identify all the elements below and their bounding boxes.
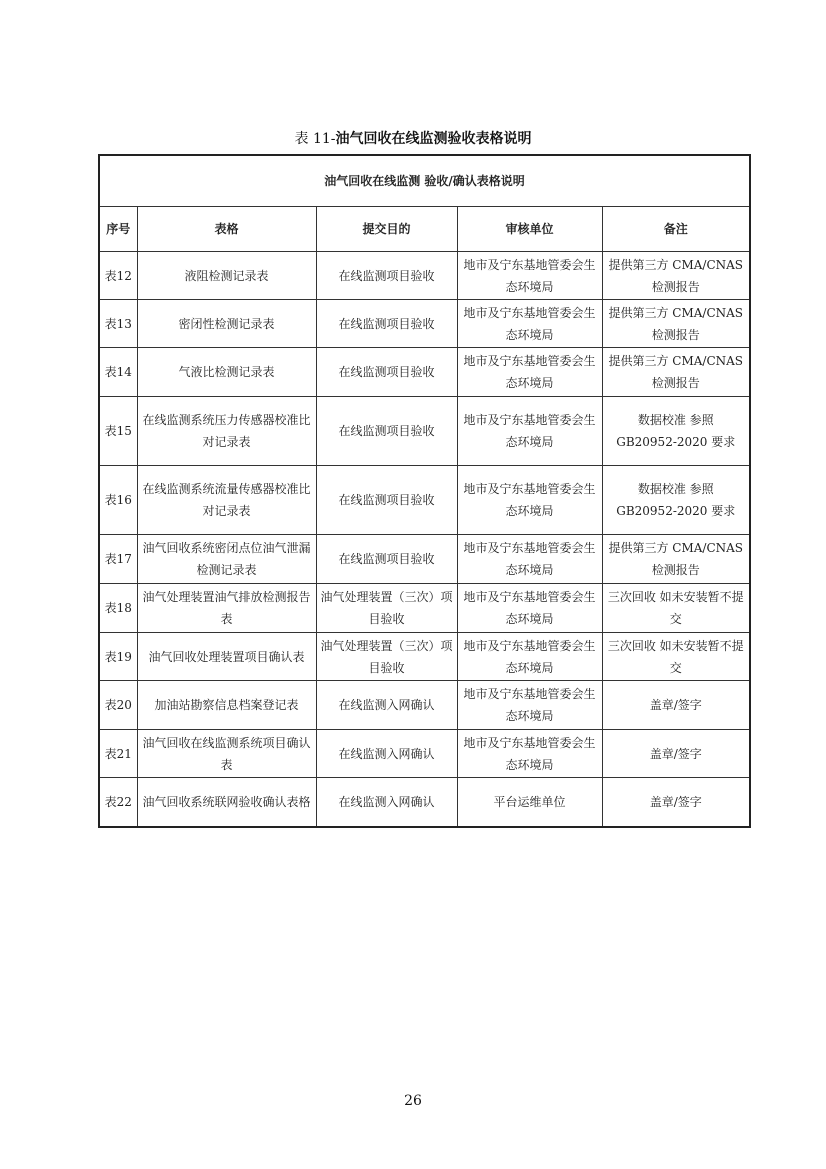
cell-form: 油气回收处理装置项目确认表 — [137, 633, 316, 681]
cell-form: 液阻检测记录表 — [137, 252, 316, 300]
cell-purpose: 在线监测项目验收 — [316, 348, 457, 397]
cell-purpose: 在线监测项目验收 — [316, 252, 457, 300]
table-header-row — [99, 207, 750, 252]
cell-form: 油气回收系统密闭点位油气泄漏检测记录表 — [137, 535, 316, 584]
cell-reviewer: 地市及宁东基地管委会生态环境局 — [457, 397, 602, 466]
cell-purpose: 在线监测项目验收 — [316, 535, 457, 584]
cell-remarks: 提供第三方 CMA/CNAS 检测报告 — [602, 252, 750, 300]
cell-form: 加油站勘察信息档案登记表 — [137, 681, 316, 730]
cell-form: 油气回收系统联网验收确认表格 — [137, 778, 316, 827]
table-row — [99, 397, 750, 466]
table-row — [99, 681, 750, 730]
table-row — [99, 252, 750, 300]
cell-remarks: 盖章/签字 — [602, 778, 750, 827]
cell-purpose: 在线监测项目验收 — [316, 397, 457, 466]
cell-reviewer: 地市及宁东基地管委会生态环境局 — [457, 681, 602, 730]
cell-reviewer: 地市及宁东基地管委会生态环境局 — [457, 730, 602, 778]
cell-reviewer: 地市及宁东基地管委会生态环境局 — [457, 535, 602, 584]
cell-reviewer: 地市及宁东基地管委会生态环境局 — [457, 584, 602, 633]
cell-reviewer: 地市及宁东基地管委会生态环境局 — [457, 300, 602, 348]
cell-seq: 表13 — [99, 300, 137, 348]
cell-reviewer: 地市及宁东基地管委会生态环境局 — [457, 633, 602, 681]
table-body — [99, 252, 750, 827]
cell-reviewer: 地市及宁东基地管委会生态环境局 — [457, 466, 602, 535]
cell-remarks: 数据校准 参照 GB20952-2020 要求 — [602, 466, 750, 535]
cell-remarks: 三次回收 如未安装暂不提交 — [602, 584, 750, 633]
cell-seq: 表14 — [99, 348, 137, 397]
cell-purpose: 在线监测入网确认 — [316, 681, 457, 730]
cell-seq: 表18 — [99, 584, 137, 633]
table-banner-row — [99, 155, 750, 207]
page-number: 26 — [404, 1093, 422, 1109]
table-row — [99, 584, 750, 633]
cell-remarks: 提供第三方 CMA/CNAS 检测报告 — [602, 300, 750, 348]
cell-seq: 表15 — [99, 397, 137, 466]
table-row — [99, 778, 750, 827]
table-caption — [0, 128, 826, 148]
table-row — [99, 466, 750, 535]
cell-form: 气液比检测记录表 — [137, 348, 316, 397]
cell-purpose: 在线监测项目验收 — [316, 466, 457, 535]
cell-remarks: 盖章/签字 — [602, 730, 750, 778]
cell-remarks: 盖章/签字 — [602, 681, 750, 730]
cell-reviewer: 平台运维单位 — [457, 778, 602, 827]
table-row — [99, 730, 750, 778]
cell-purpose: 油气处理装置（三次）项目验收 — [316, 633, 457, 681]
cell-seq: 表20 — [99, 681, 137, 730]
caption-title: 油气回收在线监测验收表格说明 — [335, 131, 532, 147]
cell-purpose: 油气处理装置（三次）项目验收 — [316, 584, 457, 633]
cell-remarks: 提供第三方 CMA/CNAS 检测报告 — [602, 348, 750, 397]
header-remarks: 备注 — [602, 207, 750, 252]
cell-purpose: 在线监测入网确认 — [316, 730, 457, 778]
table-banner: 油气回收在线监测 验收/确认表格说明 — [99, 155, 750, 207]
cell-seq: 表17 — [99, 535, 137, 584]
cell-purpose: 在线监测项目验收 — [316, 300, 457, 348]
cell-form: 在线监测系统压力传感器校准比对记录表 — [137, 397, 316, 466]
caption-prefix: 表 11- — [294, 131, 336, 147]
table-row — [99, 535, 750, 584]
header-seq: 序号 — [99, 207, 137, 252]
cell-remarks: 三次回收 如未安装暂不提交 — [602, 633, 750, 681]
cell-form: 密闭性检测记录表 — [137, 300, 316, 348]
header-purpose: 提交目的 — [316, 207, 457, 252]
cell-seq: 表16 — [99, 466, 137, 535]
cell-seq: 表12 — [99, 252, 137, 300]
header-form: 表格 — [137, 207, 316, 252]
cell-reviewer: 地市及宁东基地管委会生态环境局 — [457, 348, 602, 397]
cell-reviewer: 地市及宁东基地管委会生态环境局 — [457, 252, 602, 300]
cell-form: 油气处理装置油气排放检测报告表 — [137, 584, 316, 633]
cell-purpose: 在线监测入网确认 — [316, 778, 457, 827]
header-reviewer: 审核单位 — [457, 207, 602, 252]
cell-remarks: 提供第三方 CMA/CNAS 检测报告 — [602, 535, 750, 584]
acceptance-forms-table — [98, 154, 751, 828]
cell-seq: 表22 — [99, 778, 137, 827]
cell-seq: 表21 — [99, 730, 137, 778]
table-row — [99, 300, 750, 348]
cell-remarks: 数据校准 参照 GB20952-2020 要求 — [602, 397, 750, 466]
cell-seq: 表19 — [99, 633, 137, 681]
cell-form: 油气回收在线监测系统项目确认表 — [137, 730, 316, 778]
table-row — [99, 633, 750, 681]
cell-form: 在线监测系统流量传感器校准比对记录表 — [137, 466, 316, 535]
table-row — [99, 348, 750, 397]
